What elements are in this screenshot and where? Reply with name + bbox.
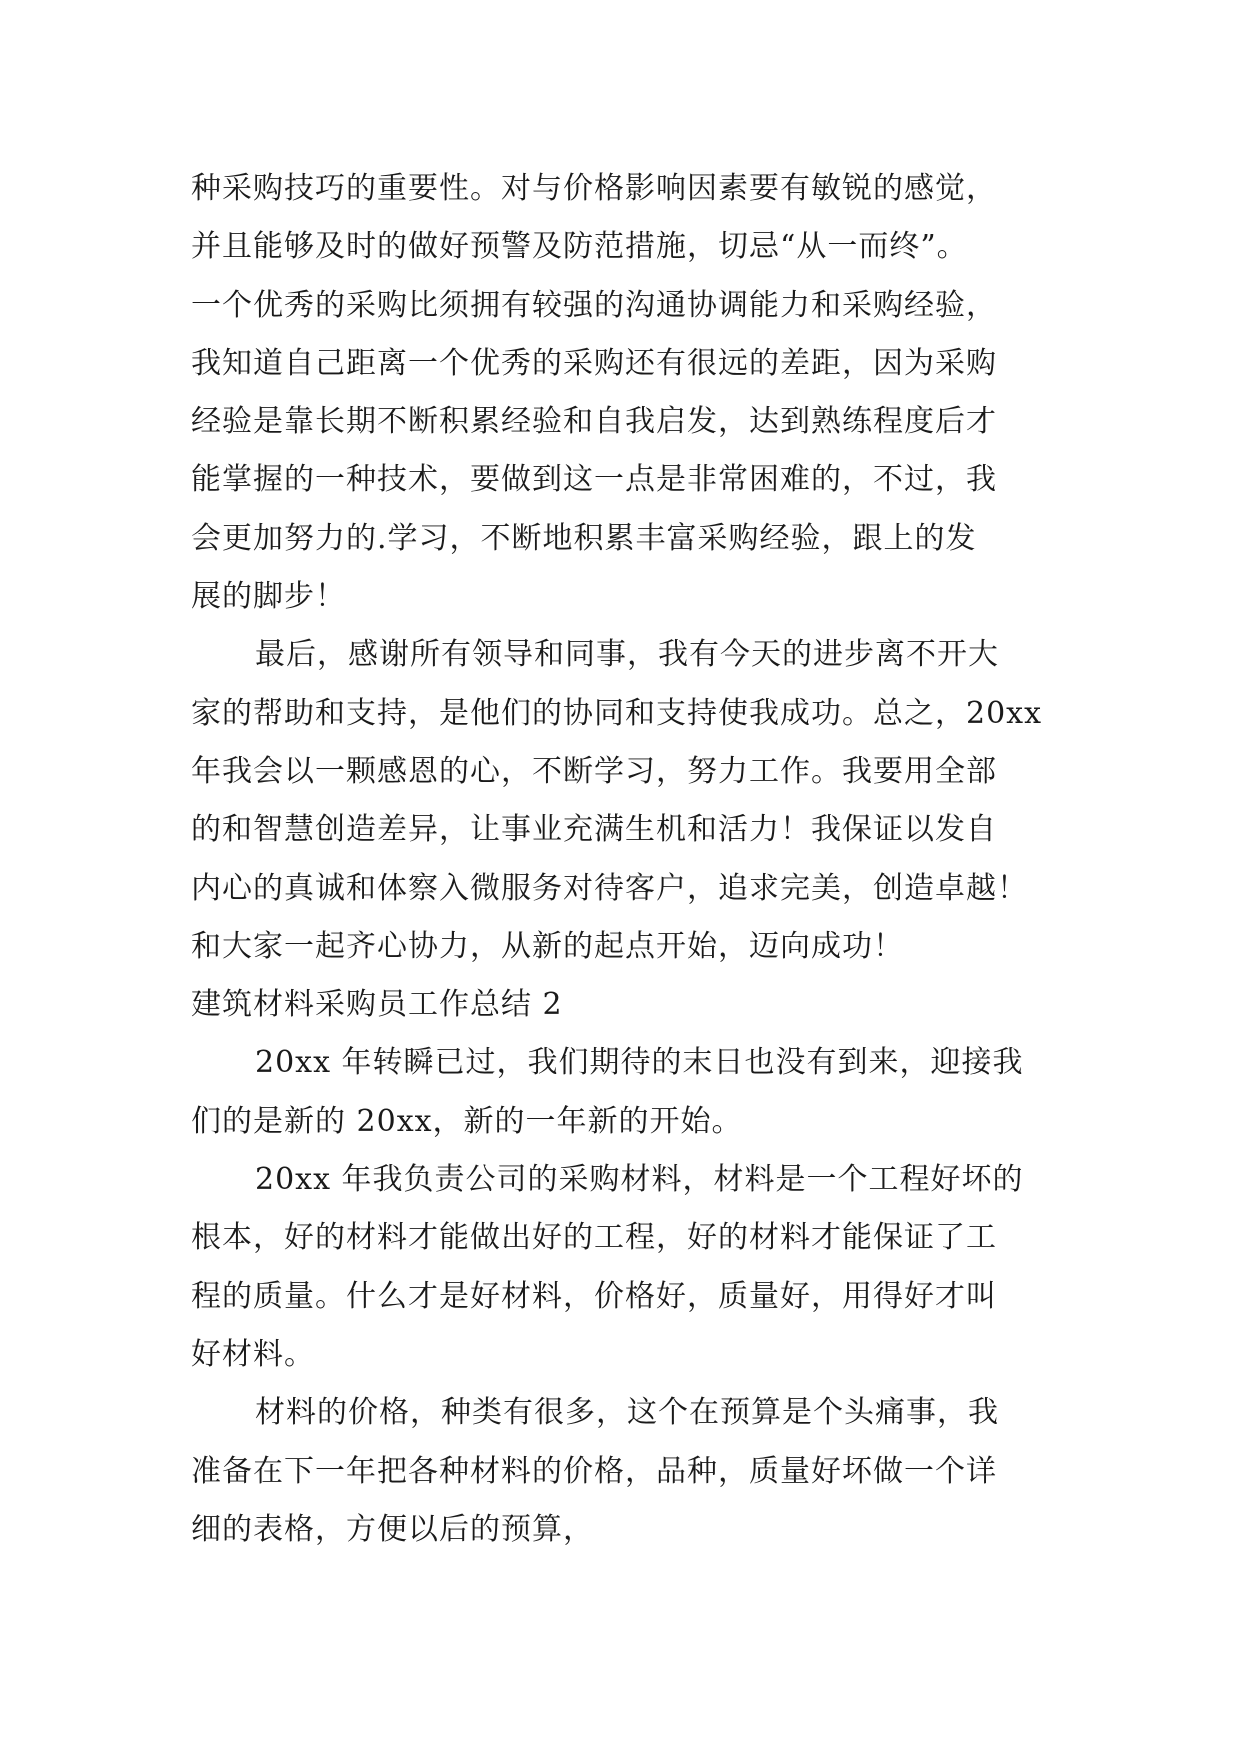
text-line: 年我会以一颗感恩的心，不断学习，努力工作。我要用全部 xyxy=(191,753,997,789)
text-line: 的和智慧创造差异，让事业充满生机和活力！我保证以发自 xyxy=(191,812,997,848)
text-line: 好材料。 xyxy=(191,1336,315,1372)
text-line: 经验是靠长期不断积累经验和自我启发，达到熟练程度后才 xyxy=(191,404,997,440)
text-line: 种采购技巧的重要性。对与价格影响因素要有敏锐的感觉， xyxy=(191,171,997,206)
paragraph-start-line: 材料的价格，种类有很多，这个在预算是个头痛事，我 xyxy=(255,1395,999,1431)
text-line: 我知道自己距离一个优秀的采购还有很远的差距，因为采购 xyxy=(191,345,997,381)
text-line: 家的帮助和支持，是他们的协同和支持使我成功。总之，20xx xyxy=(191,695,1043,731)
text-line: 们的是新的 20xx，新的一年新的开始。 xyxy=(191,1103,743,1139)
paragraph-start-line: 最后，感谢所有领导和同事，我有今天的进步离不开大 xyxy=(255,637,999,673)
text-line: 和大家一起齐心协力，从新的起点开始，迈向成功！ xyxy=(191,928,904,964)
text-line: 细的表格，方便以后的预算， xyxy=(191,1511,594,1547)
text-line: 内心的真诚和体察入微服务对待客户，追求完美，创造卓越！ xyxy=(191,870,1028,906)
document-body xyxy=(191,160,1061,1559)
text-line: 能掌握的一种技术，要做到这一点是非常困难的，不过，我 xyxy=(191,462,997,498)
text-line: 会更加努力的.学习，不断地积累丰富采购经验，跟上的发 xyxy=(191,520,977,556)
text-line: 根本，好的材料才能做出好的工程，好的材料才能保证了工 xyxy=(191,1220,997,1256)
paragraph-start-line: 20xx 年转瞬已过，我们期待的末日也没有到来，迎接我 xyxy=(255,1045,1024,1081)
text-line: 准备在下一年把各种材料的价格，品种，质量好坏做一个详 xyxy=(191,1453,997,1489)
section-heading: 建筑材料采购员工作总结 2 xyxy=(191,987,563,1023)
paragraph-start-line: 20xx 年我负责公司的采购材料，材料是一个工程好坏的 xyxy=(255,1162,1024,1198)
text-line: 程的质量。什么才是好材料，价格好，质量好，用得好才叫 xyxy=(191,1278,997,1314)
text-line: 展的脚步！ xyxy=(191,579,346,615)
text-line: 一个优秀的采购比须拥有较强的沟通协调能力和采购经验， xyxy=(191,287,997,323)
text-line: 并且能够及时的做好预警及防范措施，切忌“从一而终”。 xyxy=(191,229,968,265)
